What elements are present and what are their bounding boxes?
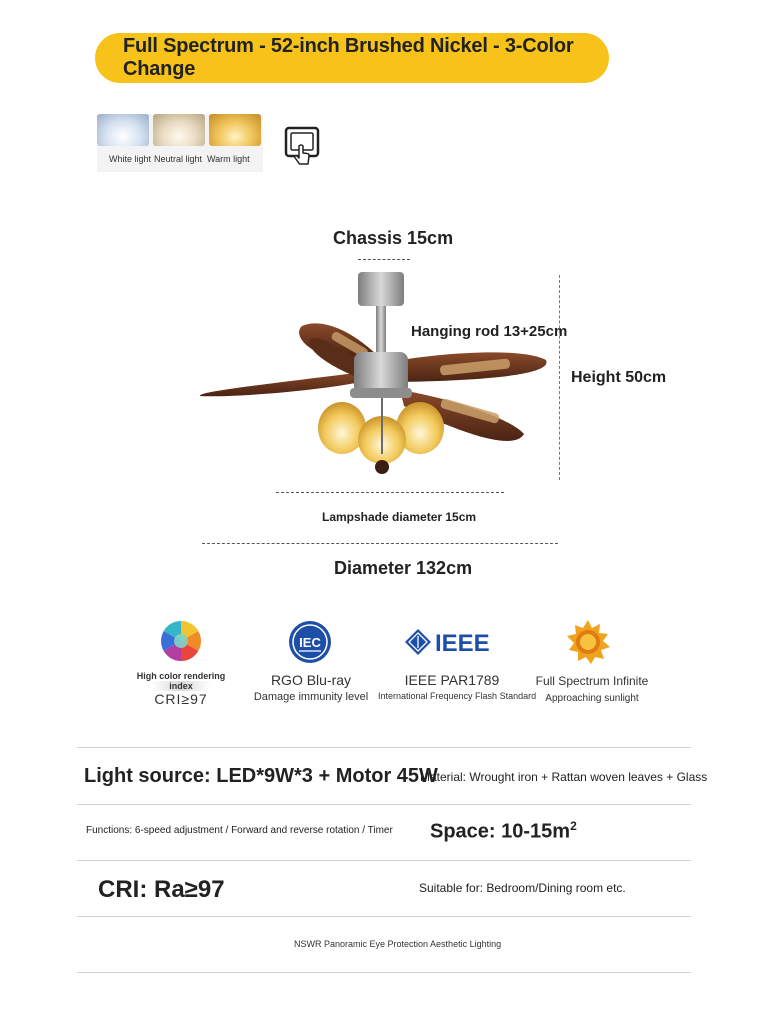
touch-panel-icon bbox=[284, 126, 322, 168]
cert-ieee bbox=[378, 672, 537, 701]
lampshade-dimension: Lampshade diameter 15cm bbox=[322, 510, 477, 524]
warm-light-swatch bbox=[209, 114, 261, 146]
footer-tagline: NSWR Panoramic Eye Protection Aesthetic Lighting bbox=[294, 939, 502, 949]
spec-light-source: Light source: LED*9W*3 + Motor 45W bbox=[84, 765, 438, 787]
white-light-swatch bbox=[97, 114, 149, 146]
spec-functions: Functions: 6-speed adjustment / Forward and reverse rotation / Timer bbox=[86, 825, 393, 836]
fan-motor bbox=[354, 352, 408, 394]
sun-icon bbox=[566, 620, 610, 664]
cert-color-rendering-line2: index bbox=[152, 681, 210, 691]
spec-divider bbox=[77, 972, 691, 973]
cert-full-spectrum-line2: Approaching sunlight bbox=[545, 693, 639, 704]
spec-suitable: Suitable for: Bedroom/Dining room etc. bbox=[419, 881, 626, 895]
spec-space bbox=[430, 819, 577, 844]
iec-logo-icon bbox=[288, 620, 332, 664]
cert-color-rendering bbox=[120, 671, 242, 707]
cert-color-rendering-value: CRI≥97 bbox=[154, 691, 208, 707]
neutral-light-swatch bbox=[153, 114, 205, 146]
color-wheel-icon bbox=[160, 620, 202, 662]
cert-iec bbox=[246, 672, 376, 703]
warm-light-label: Warm light bbox=[207, 154, 250, 164]
spec-space-value: Space: 10-15m bbox=[430, 820, 571, 843]
cert-iec-line1: RGO Blu-ray bbox=[270, 672, 352, 688]
spec-cri: CRI: Ra≥97 bbox=[98, 876, 225, 903]
ceiling-fan-image bbox=[190, 258, 570, 498]
cert-ieee-line2: International Frequency Flash Standard bbox=[378, 691, 537, 701]
glass-shade-left bbox=[318, 402, 366, 454]
spec-divider bbox=[77, 916, 691, 917]
hanging-rod-dimension: Hanging rod 13+25cm bbox=[411, 323, 568, 340]
svg-text:IEEE: IEEE bbox=[435, 630, 490, 656]
spec-space-unit-exponent: 2 bbox=[570, 819, 577, 833]
spec-divider bbox=[77, 747, 691, 748]
diameter-dimension: Diameter 132cm bbox=[334, 558, 473, 578]
ieee-logo-icon bbox=[404, 628, 500, 656]
diameter-dimension-line bbox=[202, 543, 558, 544]
cert-iec-line2: Damage immunity level bbox=[253, 691, 369, 703]
light-mode-swatches bbox=[97, 114, 263, 172]
spec-divider bbox=[77, 860, 691, 861]
page-title: Full Spectrum - 52-inch Brushed Nickel - 3-Color Change bbox=[123, 35, 574, 80]
white-light-label: White light bbox=[109, 154, 152, 164]
cert-full-spectrum-line1: Full Spectrum Infinite bbox=[535, 674, 649, 688]
title-banner bbox=[95, 33, 609, 83]
height-dimension-line bbox=[559, 275, 560, 480]
fan-canopy bbox=[358, 272, 404, 306]
spec-material: Material: Wrought iron + Rattan woven leaves + Glass bbox=[420, 770, 708, 784]
fan-rod bbox=[376, 306, 386, 352]
height-dimension: Height 50cm bbox=[571, 369, 667, 386]
neutral-light-label: Neutral light bbox=[154, 154, 203, 164]
lampshade-dimension-line bbox=[276, 492, 504, 493]
cert-color-rendering-line1: High color rendering bbox=[136, 671, 226, 681]
chassis-dimension: Chassis 15cm bbox=[333, 228, 454, 248]
svg-text:IEC: IEC bbox=[299, 635, 321, 650]
pull-chain-knob bbox=[375, 460, 389, 474]
cert-ieee-line1: IEEE PAR1789 bbox=[404, 672, 500, 688]
spec-divider bbox=[77, 804, 691, 805]
cert-full-spectrum bbox=[530, 674, 654, 704]
